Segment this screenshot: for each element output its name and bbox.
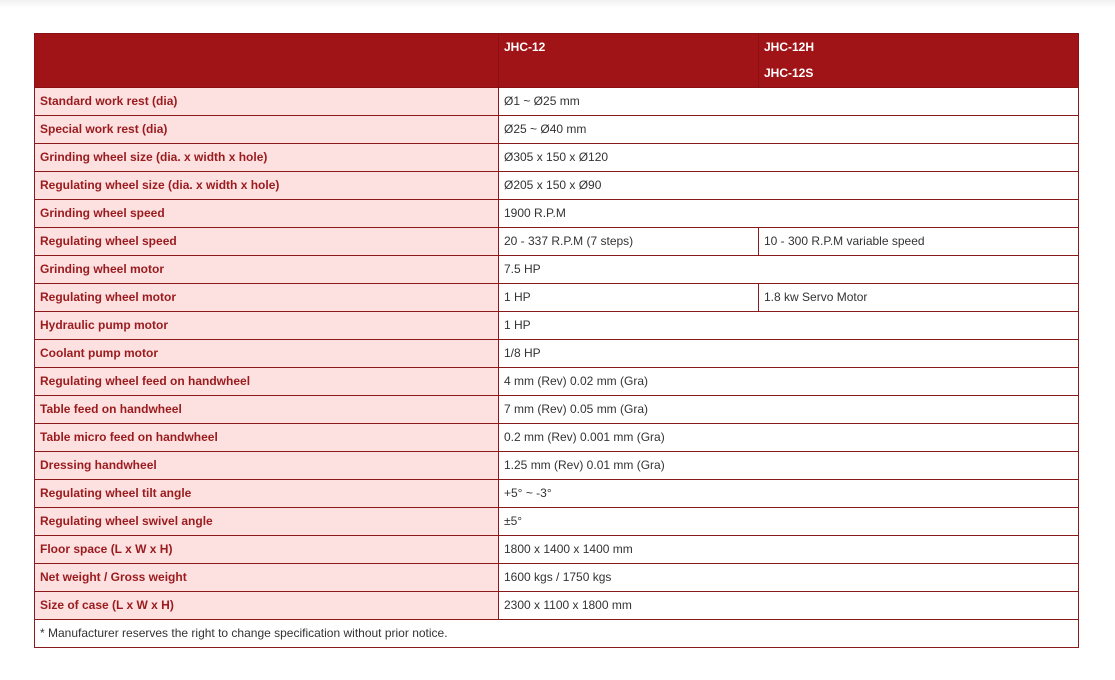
header-model-jhc12h-s	[759, 34, 1079, 88]
spec-value: 7.5 HP	[499, 256, 1079, 284]
spec-value: +5° ~ -3°	[499, 480, 1079, 508]
spec-value-alt: 1.8 kw Servo Motor	[759, 284, 1079, 312]
spec-label: Table feed on handwheel	[35, 396, 499, 424]
spec-value: 1800 x 1400 x 1400 mm	[499, 536, 1079, 564]
spec-value: 4 mm (Rev) 0.02 mm (Gra)	[499, 368, 1079, 396]
table-row	[35, 424, 1079, 452]
footnote: * Manufacturer reserves the right to change specification without prior notice.	[35, 620, 1079, 648]
spec-value: Ø305 x 150 x Ø120	[499, 144, 1079, 172]
table-row	[35, 172, 1079, 200]
table-row	[35, 452, 1079, 480]
table-row	[35, 368, 1079, 396]
spec-label: Regulating wheel motor	[35, 284, 499, 312]
spec-value: 1900 R.P.M	[499, 200, 1079, 228]
spec-label: Regulating wheel feed on handwheel	[35, 368, 499, 396]
spec-value-alt: 10 - 300 R.P.M variable speed	[759, 228, 1079, 256]
table-row	[35, 480, 1079, 508]
header-blank-cell	[35, 34, 499, 88]
model-name: JHC-12S	[764, 66, 814, 80]
spec-label: Dressing handwheel	[35, 452, 499, 480]
top-shadow	[0, 0, 1115, 8]
table-row	[35, 284, 1079, 312]
table-row	[35, 228, 1079, 256]
table-row	[35, 312, 1079, 340]
table-row	[35, 88, 1079, 116]
spec-label: Regulating wheel tilt angle	[35, 480, 499, 508]
spec-value: 20 - 337 R.P.M (7 steps)	[499, 228, 759, 256]
table-row	[35, 256, 1079, 284]
spec-label: Regulating wheel speed	[35, 228, 499, 256]
table-row	[35, 144, 1079, 172]
spec-value: ±5°	[499, 508, 1079, 536]
spec-value: Ø25 ~ Ø40 mm	[499, 116, 1079, 144]
spec-table	[34, 33, 1079, 648]
spec-label: Table micro feed on handwheel	[35, 424, 499, 452]
header-row	[35, 34, 1079, 88]
spec-label: Size of case (L x W x H)	[35, 592, 499, 620]
model-name: JHC-12H	[764, 40, 815, 54]
spec-label: Hydraulic pump motor	[35, 312, 499, 340]
spec-value: 1/8 HP	[499, 340, 1079, 368]
table-row	[35, 340, 1079, 368]
spec-label: Floor space (L x W x H)	[35, 536, 499, 564]
spec-label: Standard work rest (dia)	[35, 88, 499, 116]
spec-value: 1 HP	[499, 312, 1079, 340]
spec-label: Grinding wheel motor	[35, 256, 499, 284]
spec-value: Ø1 ~ Ø25 mm	[499, 88, 1079, 116]
footnote-row	[35, 620, 1079, 648]
spec-label: Special work rest (dia)	[35, 116, 499, 144]
header-model-jhc12	[499, 34, 759, 88]
model-name: JHC-12	[504, 40, 546, 54]
spec-value: 1 HP	[499, 284, 759, 312]
spec-label: Regulating wheel size (dia. x width x hole)	[35, 172, 499, 200]
table-row	[35, 396, 1079, 424]
spec-label: Grinding wheel speed	[35, 200, 499, 228]
spec-value: 1600 kgs / 1750 kgs	[499, 564, 1079, 592]
spec-label: Regulating wheel swivel angle	[35, 508, 499, 536]
table-row	[35, 200, 1079, 228]
spec-value: 1.25 mm (Rev) 0.01 mm (Gra)	[499, 452, 1079, 480]
table-row	[35, 116, 1079, 144]
table-row	[35, 536, 1079, 564]
spec-value: 0.2 mm (Rev) 0.001 mm (Gra)	[499, 424, 1079, 452]
table-row	[35, 508, 1079, 536]
spec-value: 2300 x 1100 x 1800 mm	[499, 592, 1079, 620]
table-row	[35, 592, 1079, 620]
table-row	[35, 564, 1079, 592]
spec-value: Ø205 x 150 x Ø90	[499, 172, 1079, 200]
spec-label: Coolant pump motor	[35, 340, 499, 368]
spec-label: Grinding wheel size (dia. x width x hole)	[35, 144, 499, 172]
spec-value: 7 mm (Rev) 0.05 mm (Gra)	[499, 396, 1079, 424]
spec-label: Net weight / Gross weight	[35, 564, 499, 592]
